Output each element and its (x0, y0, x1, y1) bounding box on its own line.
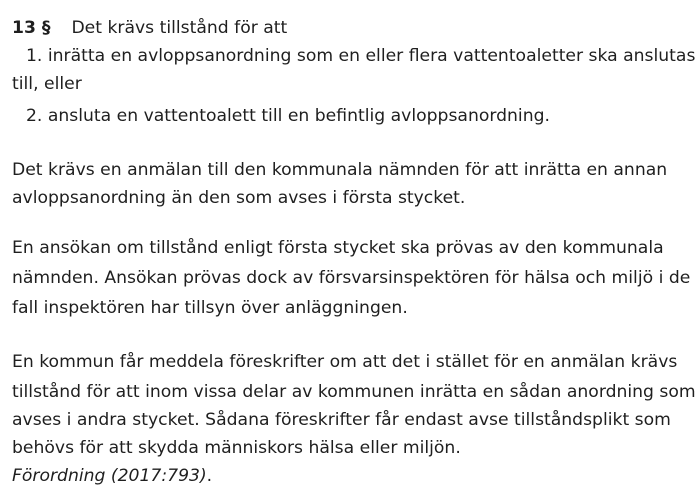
paragraph-line: nämnden. Ansökan prövas dock av försvarsinspektören för hälsa och miljö i de (12, 268, 691, 288)
list-item (26, 104, 550, 128)
paragraph-line: avloppsanordning än den som avses i första stycket. (12, 188, 466, 208)
list-item-continuation: till, eller (12, 74, 82, 94)
paragraph-line: En ansökan om tillstånd enligt första stycket ska prövas av den kommunala (12, 238, 664, 258)
paragraph-line: Det krävs en anmälan till den kommunala nämnden för att inrätta en annan (12, 160, 668, 180)
section-intro: Det krävs tillstånd för att (71, 18, 288, 38)
list-item (26, 44, 695, 68)
list-item-text: inrätta en avloppsanordning som en eller flera vattentoaletter ska anslutas (47, 46, 696, 66)
reference-link[interactable]: Förordning (2017:793) (12, 466, 207, 486)
section-heading (12, 16, 287, 40)
paragraph-line: tillstånd för att inom vissa delar av kommunen inrätta en sådan anordning som (12, 382, 696, 402)
list-item-text: ansluta en vattentoalett till en befintlig avloppsanordning. (47, 106, 550, 126)
section-number: 13 § (12, 18, 51, 38)
paragraph-line: fall inspektören har tillsyn över anläggningen. (12, 298, 408, 318)
list-marker: 1. (26, 46, 43, 66)
paragraph-line: behövs för att skydda människors hälsa eller miljön. (12, 438, 461, 458)
paragraph-line: avses i andra stycket. Sådana föreskrifter får endast avse tillståndsplikt som (12, 410, 671, 430)
reference-suffix: . (206, 466, 213, 486)
source-reference (12, 464, 212, 488)
list-marker: 2. (26, 106, 43, 126)
paragraph-line: En kommun får meddela föreskrifter om att det i stället för en anmälan krävs (12, 352, 678, 372)
